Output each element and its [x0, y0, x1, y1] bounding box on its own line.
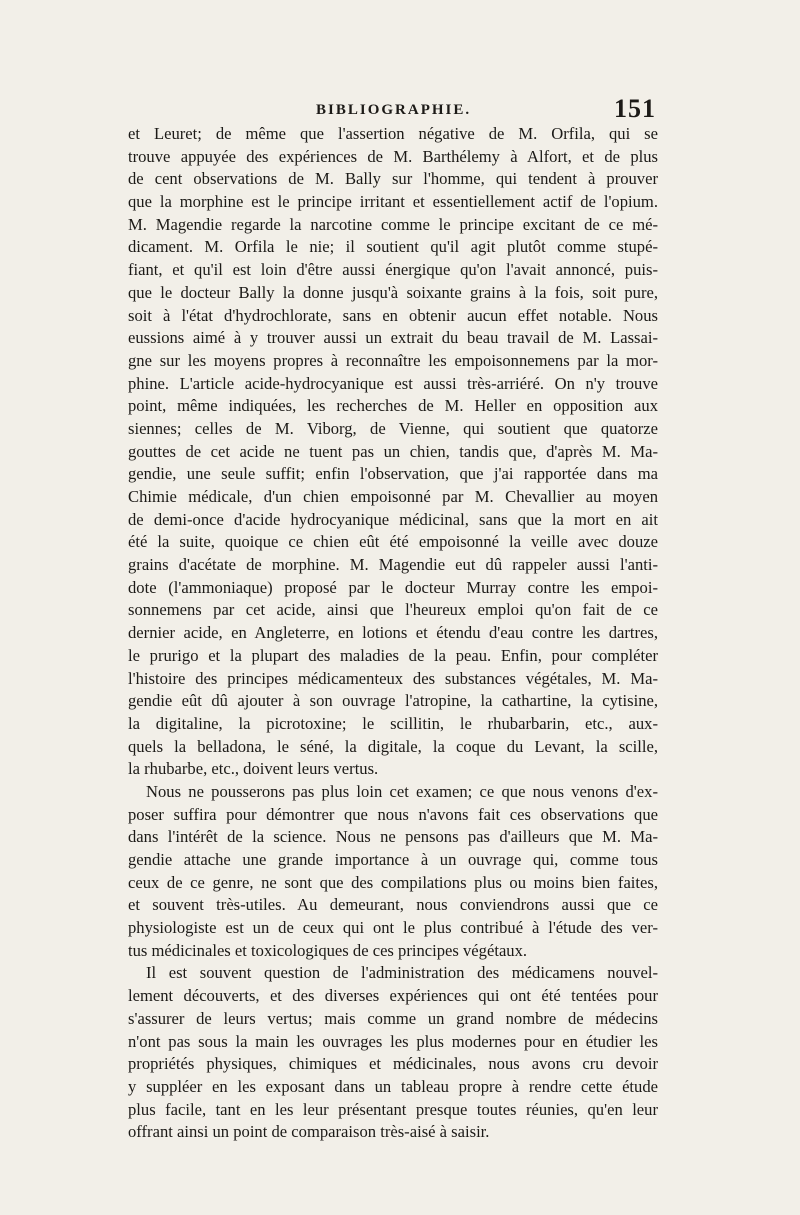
text-line: gouttes de cet acide ne tuent pas un chien, tandis que, d'après M. Ma- — [128, 441, 658, 461]
text-line: grains d'acétate de morphine. M. Magendie eut dû rappeler aussi l'anti- — [128, 555, 658, 575]
paragraph — [128, 781, 658, 963]
text-line: s'assurer de leurs vertus; mais comme un grand nombre de médecins — [128, 1008, 658, 1028]
text-line: trouve appuyée des expériences de M. Barthélemy à Alfort, et de plus — [128, 146, 658, 166]
text-line: que le docteur Bally la donne jusqu'à soixante grains à la fois, soit pure, — [128, 282, 658, 302]
paragraph — [128, 962, 658, 1144]
text-line: Nous ne pousserons pas plus loin cet examen; ce que nous venons d'ex- — [146, 781, 658, 801]
text-line: n'ont pas sous la main les ouvrages les plus modernes pour en étudier les — [128, 1031, 658, 1051]
text-line: dernier acide, en Angleterre, en lotions et étendu d'eau contre les dartres, — [128, 623, 658, 643]
text-line: phine. L'article acide-hydrocyanique est aussi très-arriéré. On n'y trouve — [128, 373, 658, 393]
text-line: dicament. M. Orfila le nie; il soutient qu'il agit plutôt comme stupé- — [128, 237, 658, 257]
text-line: y suppléer en les exposant dans un tableau propre à rendre cette étude — [128, 1076, 658, 1096]
text-line: M. Magendie regarde la narcotine comme le principe excitant de ce mé- — [128, 214, 658, 234]
text-line: de demi-once d'acide hydrocyanique médicinal, sans que la mort en ait — [128, 509, 658, 529]
text-line: physiologiste est un de ceux qui ont le plus contribué à l'étude des ver- — [128, 918, 658, 938]
text-line: dote (l'ammoniaque) proposé par le docteur Murray contre les empoi- — [128, 577, 658, 597]
text-line: gne sur les moyens propres à reconnaître les empoisonnemens par la mor- — [128, 350, 658, 370]
text-line: et Leuret; de même que l'assertion négative de M. Orfila, qui se — [128, 124, 658, 143]
text-line: dans l'intérêt de la science. Nous ne pensons pas d'ailleurs que M. Ma- — [128, 827, 658, 847]
text-line: le prurigo et la plupart des maladies de la peau. Enfin, pour compléter — [128, 645, 658, 665]
text-line: tus médicinales et toxicologiques de ces principes végétaux. — [128, 940, 528, 960]
page-header — [128, 94, 656, 123]
text-line: offrant ainsi un point de comparaison très-aisé à saisir. — [128, 1122, 490, 1142]
text-line: siennes; celles de M. Viborg, de Vienne, qui soutient que quatorze — [128, 418, 658, 438]
text-line: Chimie médicale, d'un chien empoisonné par M. Chevallier au moyen — [128, 487, 658, 506]
text-line: poser suffira pour démontrer que nous n'avons fait ces observations que — [128, 804, 658, 824]
text-line: Il est souvent question de l'administration des médicamens nouvel- — [146, 963, 658, 983]
text-line: l'histoire des principes médicamenteux des substances végétales, M. Ma- — [128, 668, 658, 688]
text-line: gendie, une seule suffit; enfin l'observation, que j'ai rapportée dans ma — [128, 464, 658, 484]
running-head: BIBLIOGRAPHIE. — [316, 102, 472, 118]
text-line: et souvent très-utiles. Au demeurant, nous conviendrons aussi que ce — [128, 895, 658, 915]
text-line: plus facile, tant en les leur présentant presque toutes réunies, qu'en leur — [128, 1099, 658, 1119]
text-line: quels la belladona, le séné, la digitale, la coque du Levant, la scille, — [128, 736, 658, 756]
text-line: fiant, et qu'il est loin d'être aussi énergique qu'on l'avait annoncé, puis- — [128, 260, 658, 280]
text-line: la rhubarbe, etc., doivent leurs vertus. — [128, 759, 379, 779]
text-line: de cent observations de M. Bally sur l'homme, qui tendent à prouver — [128, 169, 658, 189]
text-line: gendie attache une grande importance à un ouvrage qui, comme tous — [128, 850, 658, 869]
text-line: lement découverts, et des diverses expériences qui ont été tentées pour — [128, 986, 658, 1006]
text-line: été la suite, quoique ce chien eût été empoisonné la veille avec douze — [128, 532, 658, 552]
text-line: soit à l'état d'hydrochlorate, sans en obtenir aucun effet notable. Nous — [128, 305, 658, 325]
text-line: point, même indiquées, les recherches de M. Heller en opposition aux — [128, 396, 658, 416]
text-line: la digitaline, la picrotoxine; le scillitin, le rhubarbarin, etc., aux- — [128, 713, 658, 733]
paragraph — [128, 123, 658, 781]
text-line: gendie eût dû ajouter à son ouvrage l'atropine, la cathartine, la cytisine, — [128, 691, 658, 711]
text-line: que la morphine est le principe irritant et essentiellement actif de l'opium. — [128, 192, 658, 212]
body-text — [128, 123, 658, 1144]
text-line: propriétés physiques, chimiques et médicinales, nous avons cru devoir — [128, 1054, 658, 1074]
text-line: ceux de ce genre, ne sont que des compilations plus ou moins bien faites, — [128, 872, 658, 892]
text-line: eussions aimé à y trouver aussi un extrait du beau travail de M. Lassai- — [128, 328, 658, 348]
text-line: sonnemens par cet acide, ainsi que l'heureux emploi qu'on fait de ce — [128, 600, 658, 620]
page-number: 151 — [614, 94, 656, 123]
